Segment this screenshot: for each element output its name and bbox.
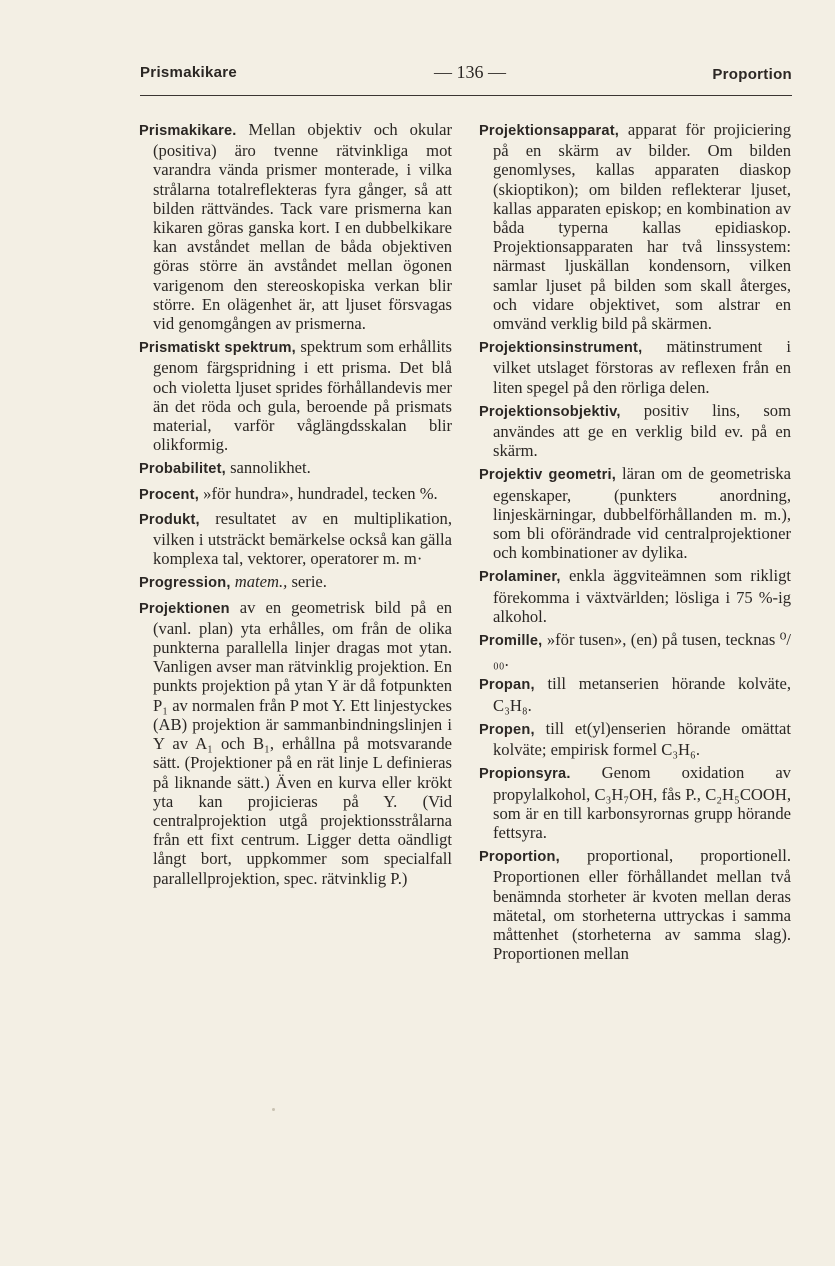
entry-text: resultatet av en multiplikation, vilken i utsträckt bemärkelse också kan gälla komplexa tal, vektorer, operatorer m. m·	[153, 508, 452, 569]
entry-text: apparat för projiciering på en skärm av bilder. Om bilden genomlyses, kallas apparaten diaskop (skioptikon); om bilden reflekterar ljuset, kallas apparaten episkop; en kombination av båda typerna kallas epidiaskop. Projektionsapparaten har två linssystem: närmast ljuskällan kondensorn, vilken samlar ljuset på bilden som skall återges, och vidare objektivet, som alstrar en omvänd verklig bild på skärmen.	[493, 120, 791, 334]
entry-headword: Proportion,	[479, 849, 560, 866]
entry-text: läran om de geometriska egenskaper, (punkters anordning, linjeskärningar, dubbelförhållanden m. m.), som bli oförändrade vid centralprojektioner och kombinationer av dylika.	[493, 464, 792, 563]
entry-headword: Progression,	[139, 575, 231, 592]
right-column	[479, 120, 791, 967]
entry-produkt	[139, 509, 452, 569]
entry-headword: Propionsyra.	[479, 766, 571, 783]
entry-headword: Projektionen	[139, 600, 230, 617]
left-column	[139, 120, 452, 892]
entry-text: »för tusen», (en) på tusen, tecknas ⁰/₀₀.	[493, 630, 791, 671]
entry-headword: Projektionsobjektiv,	[479, 403, 621, 420]
entry-headword: Promille,	[479, 633, 543, 650]
entry-headword: Projektiv geometri,	[479, 467, 617, 484]
entry-text: Mellan objektiv och okular (positiva) äro tvenne rätvinkliga mot varandra vända prismer monterade, i vilka strålarna totalreflekteras fyra gånger, så att bilden rättvändes. Tack vare prismerna kan kikaren göras ganska kort. I en dubbelkikare kan avståndet mellan de båda objektiven göras större än avståndet mellan ögonen varigenom den stereoskopiska verkan blir större. En olägenhet är, att ljuset försvagas vid genomgången av prismerna.	[153, 120, 452, 334]
entry-projektiv-geometri	[479, 464, 791, 562]
page-header	[140, 62, 792, 88]
entry-text: serie.	[291, 572, 327, 592]
entry-headword: Propan,	[479, 677, 535, 694]
entry-text: proportional, proportionell. Proportionen eller förhållandet mellan två benämnda storheter är kvoten mellan deras mätetal, om storheterna uttryckas i samma måttenhet (storheterna av samma slag). Proportionen mellan	[493, 846, 791, 964]
entry-promille	[479, 630, 791, 670]
entry-projektionsapparat	[479, 120, 791, 333]
entry-projektionsobjektiv	[479, 401, 791, 461]
entry-headword: Projektionsapparat,	[479, 123, 620, 139]
entry-progression	[139, 572, 452, 593]
entry-headword: Prolaminer,	[479, 569, 561, 586]
entry-procent	[139, 484, 452, 505]
entry-text: till metanserien hörande kolväte, C₃H₈.	[493, 674, 791, 715]
entry-prolaminer	[479, 566, 791, 626]
entry-text: »för hundra», hundradel, tecken %.	[203, 483, 438, 503]
header-right-keyword: Proportion	[712, 66, 792, 83]
entry-domain-label: matem.,	[234, 572, 288, 592]
header-rule	[140, 95, 792, 96]
entry-text: mätinstrument i vilket utslaget förstoras av reflexen från en liten spegel på den rörliga delen.	[493, 337, 791, 397]
entry-text: spektrum som erhållits genom färgspridning i ett prisma. Det blå och violetta ljuset sprides förhållandevis mer än det röda och gula, beroende på prismats material, varför våglängdsskalan blir olikformig.	[153, 337, 453, 455]
entry-text: Genom oxidation av propylalkohol, C₃H₇OH, fås P., C₂H₅COOH, som är en till karbonsyrornas grupp hörande fettsyra.	[493, 763, 791, 842]
entry-projektionsinstrument	[479, 337, 791, 397]
entry-text: sannolikhet.	[230, 458, 311, 478]
entry-text: enkla äggviteämnen som rikligt förekomma i växtvärlden; lösliga i 75 %-ig alkohol.	[493, 566, 791, 626]
entry-headword: Prismakikare.	[139, 123, 237, 139]
entry-headword: Produkt,	[139, 511, 200, 528]
entry-text: till et(yl)enserien hörande omättat kolväte; empirisk formel C₃H₆.	[493, 718, 792, 760]
entry-headword: Projektionsinstrument,	[479, 340, 643, 357]
entry-text: positiv lins, som användes att ge en verklig bild ev. på en skärm.	[493, 400, 792, 461]
entry-text: av en geometrisk bild på en (vanl. plan) yta erhålles, om från de olika punkterna parallella linjer dragas mot ytan. Vanligen avser man rätvinklig projektion. En punkts projektion på ytan Y är då fotpunkten P₁ av normalen från P mot Y. Ett linjestyckes (AB) projektion är sammanbindningslinjen i Y av A₁ och B₁, erhållna på motsvarande sätt. (Projektioner på en rät linje L definieras på liknande sätt.) Även en kurva eller krökt yta kan projicieras på Y. (Vid centralprojektion utgå projektionsstrålarna från ett fixt centrum. Ligger detta oändligt långt bort, uppkommer som specialfall parallellprojektion, spec. rätvinklig P.)	[153, 597, 452, 888]
paper-speck	[272, 1108, 275, 1111]
header-left-keyword: Prismakikare	[140, 64, 238, 81]
entry-headword: Prismatiskt spektrum,	[139, 340, 296, 357]
entry-prismatiskt-spektrum	[139, 337, 452, 454]
entry-propen	[479, 719, 791, 759]
entry-headword: Procent,	[139, 486, 199, 503]
entry-projektionen	[139, 598, 452, 888]
entry-probabilitet	[139, 458, 452, 479]
entry-headword: Probabilitet,	[139, 461, 226, 478]
page-number: — 136 —	[434, 62, 506, 82]
entry-propan	[479, 674, 791, 714]
entry-prismakikare	[139, 120, 452, 333]
entry-propionsyra	[479, 763, 791, 842]
entry-proportion	[479, 846, 791, 963]
entry-headword: Propen,	[479, 721, 535, 738]
